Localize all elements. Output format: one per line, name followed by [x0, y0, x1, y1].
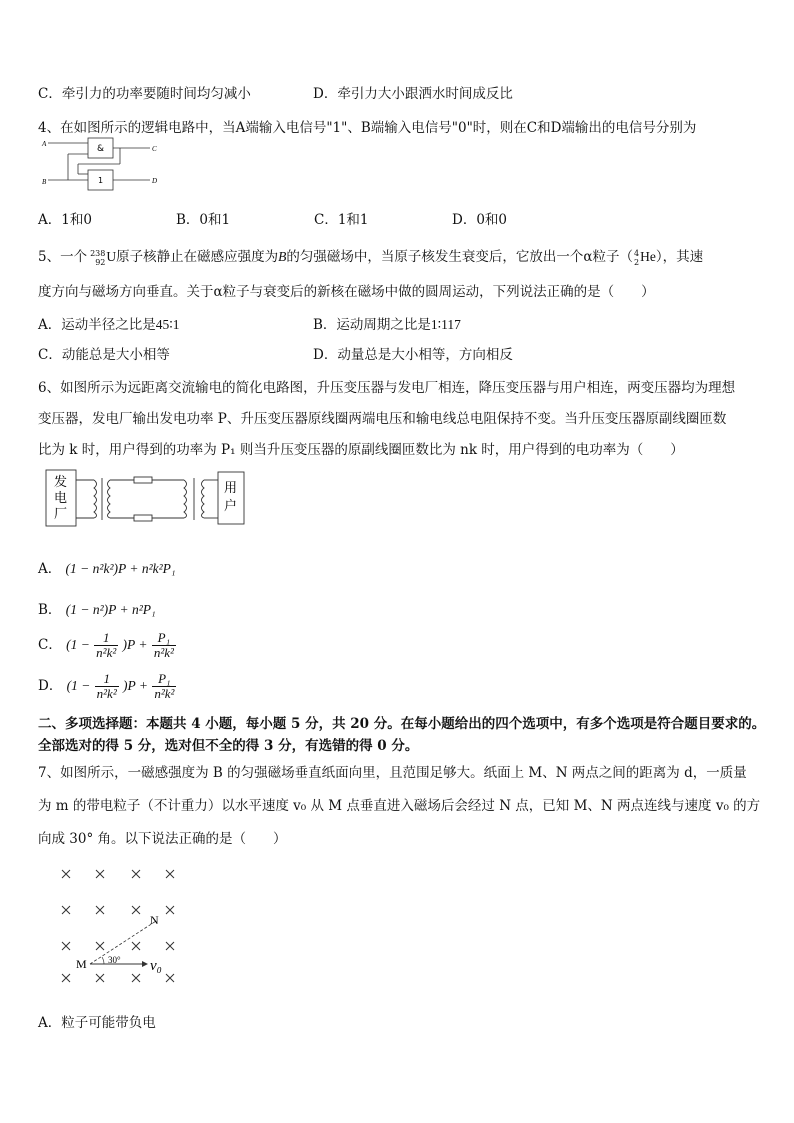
q7-stem-line3: 向成 30° 角。以下说法正确的是（ ）: [38, 831, 287, 847]
q6-stem-line1: 6、如图所示为远距离交流输电的简化电路图，升压变压器与发电厂相连，降压变压器与用户相连，两变压器均为理想: [38, 380, 736, 396]
user-label-1: 用: [224, 481, 238, 496]
q5-option-d: D．动量总是大小相等，方向相反: [313, 347, 513, 363]
q4-option-d: D．0和0: [452, 212, 508, 228]
q7-option-a: A．粒子可能带负电: [38, 1015, 156, 1031]
q6-stem-line2: 变压器，发电厂输出发电功率 P、升压变压器原线圈两端电压和输电线总电阻保持不变。当升压变压器原副线圈匝数: [38, 411, 727, 427]
q5-option-c: C．动能总是大小相等: [38, 347, 170, 363]
angle-arc: [102, 957, 104, 964]
q4-option-a: A．1和0: [38, 212, 92, 228]
and-gate-symbol: &: [97, 144, 105, 154]
he-nuclide-numbers: 4 2: [634, 248, 640, 267]
plant-label-3: 厂: [54, 507, 68, 522]
q5-stem-line2: 度方向与磁场方向垂直。关于α粒子与衰变后的新核在磁场中做的圆周运动，下列说法正确的是（ ）: [38, 284, 655, 300]
q3-option-d: D．牵引力大小跟洒水时间成反比: [313, 86, 513, 102]
q6-option-c: C． (1 − $\frac{1}{\text{n²k²}}$ )P + $\frac{\text{P₁}}{\text{n²k²}}$: [38, 630, 174, 660]
q5-stem-line1: 5、一个 238 92 U原子核静止在磁感应强度为B的匀强磁场中，当原子核发生衰变后，它放出一个α粒子（ 4 2 He），其速: [38, 248, 704, 267]
plant-label-2: 电: [54, 491, 68, 506]
label-c: C: [152, 145, 157, 153]
q7-stem-line1: 7、如图所示，一磁感强度为 B 的匀强磁场垂直纸面向里，且范围足够大。纸面上 M、N 两点之间的距离为 d，一质量: [38, 765, 747, 781]
mn-dashed-line: [90, 921, 156, 964]
angle-label: 30°: [108, 955, 121, 965]
velocity-label: v₀: [150, 958, 162, 974]
q6-option-b: B． (1 − n²)P + n²P₁: [38, 602, 156, 618]
label-a: A: [42, 140, 47, 148]
magnetic-field-figure: [56, 866, 206, 990]
point-n-label: N: [150, 913, 159, 927]
point-m-label: M: [76, 957, 87, 971]
label-b: B: [42, 178, 47, 186]
u-nuclide-numbers: 238 92: [90, 248, 106, 267]
q5-option-a: A．运动半径之比是45∶1: [38, 317, 180, 333]
q5-option-b: B．运动周期之比是1∶117: [313, 317, 461, 333]
plant-label-1: 发: [54, 475, 68, 490]
q4-option-b: B．0和1: [176, 212, 231, 228]
velocity-arrowhead: [142, 961, 148, 967]
q7-stem-line2: 为 m 的带电粒子（不计重力）以水平速度 v₀ 从 M 点垂直进入磁场后会经过 N 点，已知 M、N 两点连线与速度 v₀ 的方: [38, 798, 761, 814]
not-gate-symbol: 1: [98, 176, 104, 185]
transmission-circuit-figure: [44, 466, 254, 530]
q6-option-a: A． (1 − n²k²)P + n²k²P₁: [38, 561, 176, 577]
q6-option-d: D． (1 − $\frac{1}{\text{n²k²}}$ )P + $\frac{\text{P₁}}{\text{n²k²}}$: [38, 671, 175, 701]
user-label-2: 户: [224, 499, 238, 514]
q4-option-c: C．1和1: [314, 212, 369, 228]
q6-stem-line3: 比为 k 时，用户得到的功率为 P₁ 则当升压变压器的原副线圈匝数比为 nk 时，用户得到的电功率为（ ）: [38, 442, 684, 458]
label-d: D: [152, 177, 158, 185]
q3-option-c: C．牵引力的功率要随时间均匀减小: [38, 86, 251, 102]
logic-circuit-figure: [38, 134, 160, 192]
section2-line2: 全部选对的得 5 分，选对但不全的得 3 分，有选错的得 0 分。: [38, 738, 419, 754]
section2-line1: 二、多项选择题：本题共 4 小题，每小题 5 分，共 20 分。在每小题给出的四个选项中，有多个选项是符合题目要求的。: [38, 716, 766, 732]
q4-stem: 4、在如图所示的逻辑电路中，当A端输入电信号"1"、B端输入电信号"0"时，则在C和D端输出的电信号分别为: [38, 120, 697, 136]
